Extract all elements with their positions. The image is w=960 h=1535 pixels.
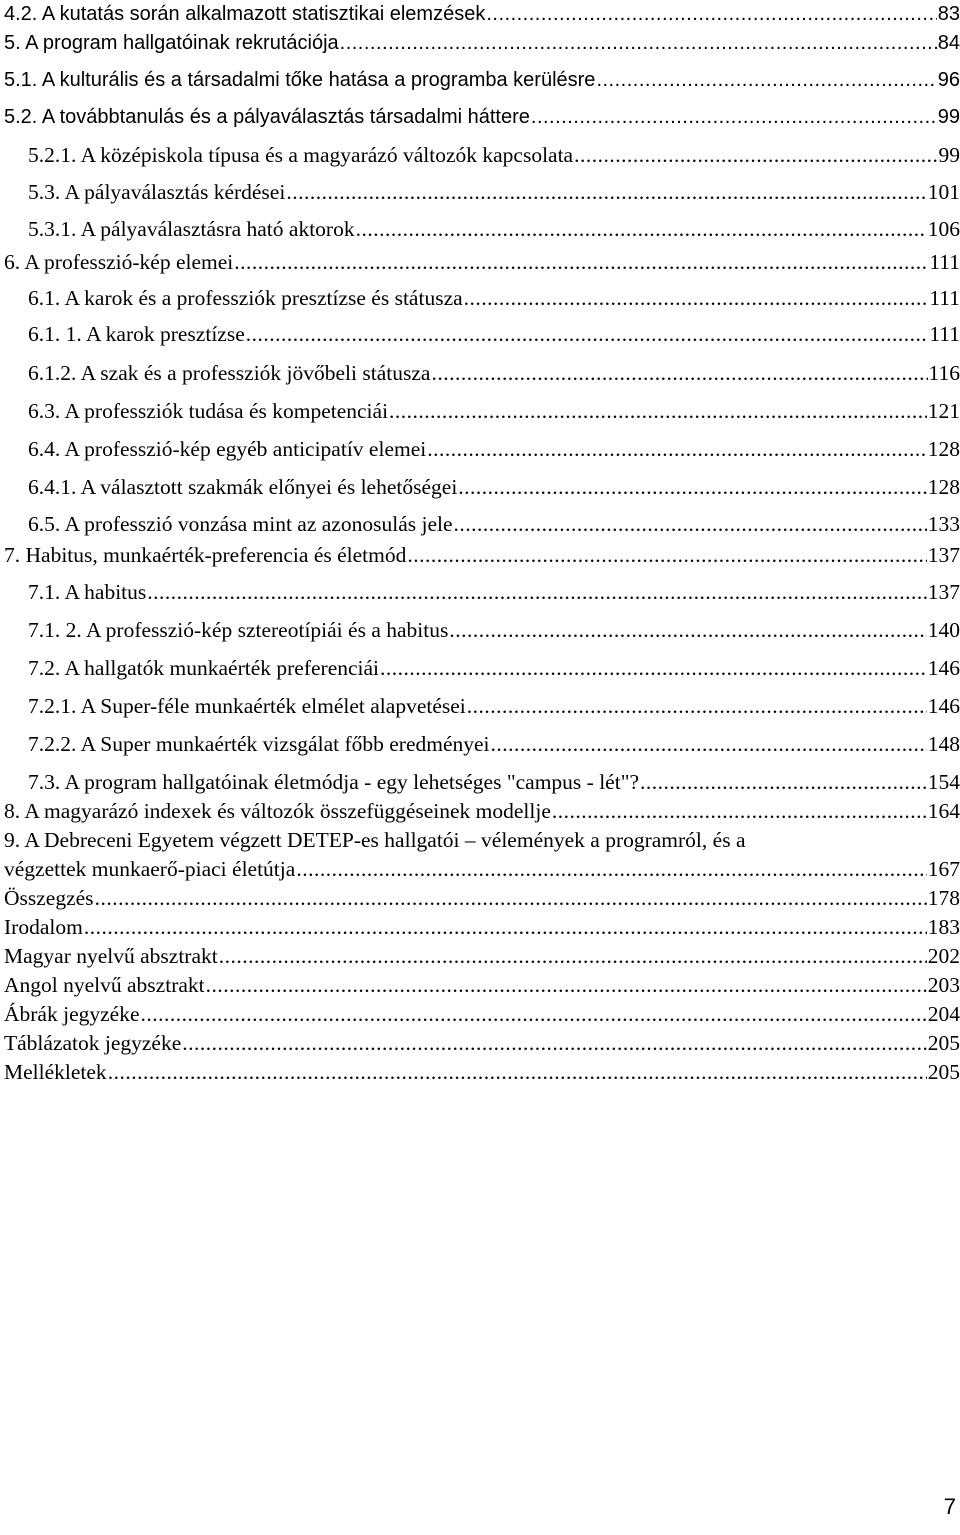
toc-entry-title: 7.2.1. A Super-féle munkaérték elmélet alapvetései	[28, 694, 466, 718]
toc-entry[interactable]	[28, 179, 960, 205]
toc-dot-leader	[552, 798, 927, 824]
toc-entry[interactable]	[4, 249, 960, 275]
page-number: 7	[943, 1494, 956, 1519]
toc-entry-title: 5.2.1. A középiskola típusa és a magyarázó változók kapcsolata	[28, 143, 574, 167]
toc-dot-leader	[356, 216, 927, 242]
toc-entry-title: Összegzés	[4, 886, 94, 910]
toc-entry-title: 6.1. 1. A karok presztízse	[28, 322, 245, 346]
toc-dot-leader	[141, 1001, 927, 1027]
toc-entry-title: 7.2. A hallgatók munkaérték preferenciái	[28, 656, 380, 680]
toc-entry-page: 121	[927, 399, 960, 423]
toc-entry[interactable]	[4, 914, 960, 940]
toc-entry-page: 146	[927, 656, 960, 680]
toc-entry-page: 202	[927, 944, 960, 968]
toc-entry[interactable]	[4, 104, 960, 130]
toc-entry[interactable]	[28, 511, 960, 537]
toc-dot-leader	[219, 943, 927, 969]
toc-entry-page: 178	[927, 886, 960, 910]
toc-entry[interactable]	[28, 769, 960, 795]
toc-entry-title: 6.1.2. A szak és a professziók jövőbeli státusza	[28, 361, 431, 385]
toc-entry[interactable]	[28, 731, 960, 757]
toc-entry-title: 5.3. A pályaválasztás kérdései	[28, 180, 286, 204]
toc-entry[interactable]	[28, 321, 960, 347]
toc-entry-title: Mellékletek	[4, 1060, 107, 1084]
toc-entry-page: 106	[927, 217, 960, 241]
toc-entry[interactable]	[4, 885, 960, 911]
toc-dot-leader	[491, 731, 927, 757]
toc-entry[interactable]	[28, 285, 960, 311]
toc-dot-leader	[95, 885, 927, 911]
toc-entry-title: 7. Habitus, munkaérték-preferencia és életmód	[4, 543, 407, 567]
toc-entry-page: 116	[928, 361, 960, 385]
toc-entry-page: 128	[927, 475, 960, 499]
toc-entry[interactable]	[4, 1030, 960, 1056]
toc-entry-page: 96	[937, 69, 960, 91]
toc-dot-leader	[147, 579, 926, 605]
toc-entry-page: 101	[927, 180, 960, 204]
toc-entry-page: 154	[927, 770, 960, 794]
toc-entry-page: 99	[938, 143, 960, 167]
toc-entry-title: 5.1. A kulturális és a társadalmi tőke hatása a programba kerülésre	[4, 69, 596, 91]
toc-dot-leader	[467, 693, 927, 719]
toc-dot-leader	[596, 67, 936, 93]
toc-entry-title: 5.3.1. A pályaválasztásra ható aktorok	[28, 217, 355, 241]
toc-dot-leader	[206, 972, 927, 998]
toc-entry[interactable]	[28, 360, 960, 386]
toc-entry-title: Magyar nyelvű absztrakt	[4, 944, 218, 968]
toc-entry-title: 6.1. A karok és a professziók presztízse és státusza	[28, 286, 463, 310]
toc-entry-title: 7.1. 2. A professzió-kép sztereotípiái és a habitus	[28, 618, 449, 642]
toc-entry[interactable]	[28, 142, 960, 168]
toc-entry[interactable]	[4, 1059, 960, 1085]
toc-dot-leader	[454, 511, 927, 537]
toc-dot-leader	[458, 474, 926, 500]
toc-entry-page: 99	[937, 106, 960, 128]
toc-entry-chapter-9-line-1[interactable]: 9. A Debreceni Egyetem végzett DETEP-es hallgatói – vélemények a programról, és a	[4, 828, 746, 852]
toc-dot-leader	[234, 249, 928, 275]
toc-entry-page: 137	[927, 543, 960, 567]
toc-entry-title: végzettek munkaerő-piaci életútja	[4, 857, 296, 881]
toc-entry-page: 140	[927, 618, 960, 642]
toc-dot-leader	[486, 1, 936, 27]
toc-entry-page: 205	[927, 1031, 960, 1055]
toc-entry-title: 5.2. A továbbtanulás és a pályaválasztás társadalmi háttere	[4, 106, 530, 128]
toc-entry-title: 6. A professzió-kép elemei	[4, 250, 234, 274]
toc-entry-page: 111	[929, 322, 960, 346]
toc-dot-leader	[182, 1030, 926, 1056]
toc-dot-leader	[389, 398, 927, 424]
toc-entry-title: 8. A magyarázó indexek és változók összefüggéseinek modellje	[4, 799, 551, 823]
toc-entry[interactable]	[28, 398, 960, 424]
toc-dot-leader	[531, 104, 937, 130]
toc-entry[interactable]	[28, 474, 960, 500]
toc-dot-leader	[464, 285, 929, 311]
toc-entry-title: 6.5. A professzió vonzása mint az azonosulás jele	[28, 512, 453, 536]
toc-dot-leader	[380, 655, 927, 681]
toc-dot-leader	[431, 360, 927, 386]
toc-dot-leader	[296, 856, 926, 882]
toc-entry-title: 6.3. A professziók tudása és kompetenciái	[28, 399, 389, 423]
toc-entry-page: 203	[927, 973, 960, 997]
toc-entry-page: 146	[927, 694, 960, 718]
toc-entry[interactable]	[28, 693, 960, 719]
toc-dot-leader	[340, 30, 937, 56]
toc-entry[interactable]	[4, 943, 960, 969]
toc-entry[interactable]	[4, 30, 960, 56]
toc-dot-leader	[574, 142, 937, 168]
toc-dot-leader	[246, 321, 929, 347]
toc-entry-page: 205	[927, 1060, 960, 1084]
toc-entry[interactable]	[28, 579, 960, 605]
toc-dot-leader	[640, 769, 927, 795]
toc-entry[interactable]	[28, 655, 960, 681]
toc-entry[interactable]	[4, 1, 960, 27]
toc-entry-page: 84	[937, 32, 960, 54]
toc-entry-title: Angol nyelvű absztrakt	[4, 973, 205, 997]
toc-entry-title: 7.2.2. A Super munkaérték vizsgálat főbb eredményei	[28, 732, 490, 756]
toc-entry-chapter-9-line-2[interactable]	[4, 856, 960, 882]
toc-entry-title: 6.4.1. A választott szakmák előnyei és lehetőségei	[28, 475, 458, 499]
toc-entry[interactable]	[4, 67, 960, 93]
toc-entry-title: Irodalom	[4, 915, 83, 939]
toc-entry[interactable]	[28, 617, 960, 643]
toc-entry-page: 133	[927, 512, 960, 536]
toc-entry-page: 83	[937, 3, 960, 25]
toc-entry-title: 5. A program hallgatóinak rekrutációja	[4, 32, 339, 54]
toc-entry[interactable]	[28, 436, 960, 462]
toc-dot-leader	[407, 542, 926, 568]
toc-entry[interactable]	[28, 216, 960, 242]
toc-dot-leader	[84, 914, 927, 940]
toc-dot-leader	[449, 617, 926, 643]
toc-entry-title: Táblázatok jegyzéke	[4, 1031, 182, 1055]
toc-entry-page: 167	[927, 857, 960, 881]
toc-dot-leader	[427, 436, 927, 462]
toc-entry-title: Ábrák jegyzéke	[4, 1002, 140, 1026]
toc-entry-page: 137	[927, 580, 960, 604]
toc-entry-page: 111	[929, 286, 960, 310]
toc-entry-page: 164	[927, 799, 960, 823]
toc-entry-page: 148	[927, 732, 960, 756]
toc-entry-page: 183	[927, 915, 960, 939]
toc-entry-title: 7.1. A habitus	[28, 580, 147, 604]
toc-entry-title: 7.3. A program hallgatóinak életmódja - egy lehetséges "campus - lét"?	[28, 770, 640, 794]
toc-entry-page: 128	[927, 437, 960, 461]
toc-dot-leader	[108, 1059, 927, 1085]
toc-entry[interactable]	[4, 542, 960, 568]
toc-entry-title: 4.2. A kutatás során alkalmazott statisztikai elemzések	[4, 3, 486, 25]
toc-entry-page: 111	[929, 250, 960, 274]
toc-entry[interactable]	[4, 972, 960, 998]
toc-entry-page: 204	[927, 1002, 960, 1026]
toc-entry-title: 6.4. A professzió-kép egyéb anticipatív elemei	[28, 437, 427, 461]
toc-dot-leader	[286, 179, 926, 205]
toc-entry[interactable]	[4, 1001, 960, 1027]
toc-entry[interactable]	[4, 798, 960, 824]
